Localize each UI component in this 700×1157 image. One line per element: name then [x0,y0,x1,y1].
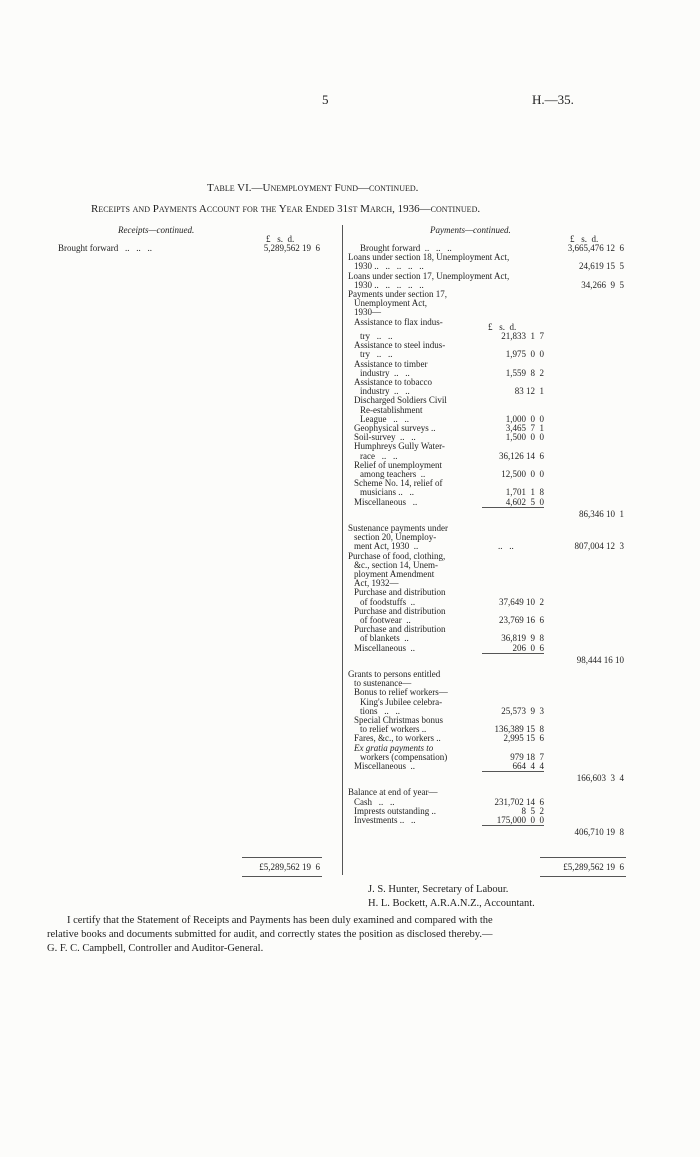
payments-sub-currency-header: £ s. d. [488,322,517,332]
payment-line-text: Soil-survey .. .. [354,432,416,443]
payment-line-leader: .. .. [498,541,514,552]
payments-total-rule-top [540,857,626,858]
payment-line-text: Miscellaneous .. [354,496,418,507]
payment-line-text: Cash .. .. [354,796,395,807]
payment-total-amount: 807,004 12 3 [574,541,624,552]
payment-total-amount: 3,665,476 12 6 [567,243,624,253]
payment-line-text: Miscellaneous .. [354,642,415,653]
column-divider [342,225,343,875]
payments-total-rule-bottom [540,876,626,877]
payment-line-text: Loans under section 18, Unemployment Act, [348,252,510,263]
payment-total-amount: 24,619 15 5 [579,261,624,272]
payment-sub-amount: 231,702 14 6 [494,796,544,807]
payment-line-text: Grants to persons entitled [348,669,441,679]
payment-line-text: Assistance to flax indus- [354,316,443,327]
payment-line-text: section 20, Unemploy- [354,532,437,543]
payments-header: Payments—continued. [430,225,511,235]
payment-sub-amount: 1,559 8 2 [505,367,544,378]
payment-line-text: try .. .. [360,331,393,341]
payment-line-text: League .. .. [360,413,409,424]
payment-sub-amount: 21,833 1 7 [501,331,544,341]
receipts-header: Receipts—continued. [118,225,195,235]
payment-line-text: Special Christmas bonus [354,715,443,725]
payment-line-text: Assistance to steel indus- [354,340,446,351]
payment-sub-amount: 136,389 15 8 [494,724,544,735]
certification-line-3: G. F. C. Campbell, Controller and Auditor-General. [47,943,264,954]
payment-line-text: musicians .. .. [360,487,414,498]
receipts-brought-forward-label: Brought forward .. .. .. [58,243,152,253]
payment-line-text: Purchase and distribution [354,624,446,635]
payment-sub-amount: 175,000 0 0 [496,815,544,825]
payment-line-text: Relief of unemployment [354,459,442,470]
payment-subtotal-rule [482,507,544,508]
payment-line-text: workers (compensation) [360,751,448,762]
payment-line-text: ment Act, 1930 .. [354,541,419,552]
payment-line-text: Miscellaneous .. [354,761,415,771]
payment-sub-amount: 206 0 6 [512,642,544,653]
payment-line-text: Act, 1932— [354,578,399,589]
payment-line-text: &c., section 14, Unem- [354,559,438,570]
payment-total-amount: 34,266 9 5 [581,279,624,290]
payment-line-text: Re-establishment [360,404,423,415]
payment-line-text: Discharged Soldiers Civil [354,395,447,406]
receipts-total-rule-bottom [242,876,322,877]
payment-line-text: of blankets .. [360,633,409,644]
signature-secretary: J. S. Hunter, Secretary of Labour. [368,884,509,895]
payment-line-text: Imprests outstanding .. [354,805,436,816]
payment-line-text: tions .. .. [360,705,401,716]
page-code: H.—35. [532,92,574,107]
payment-sub-amount: 83 12 1 [514,386,544,397]
payment-line-text: industry .. .. [360,386,410,397]
payment-line-text: Balance at end of year— [348,787,438,798]
payment-line-text: Assistance to tobacco [354,377,432,387]
payment-line-text: Purchase and distribution [354,587,446,598]
payment-line-text: to relief workers .. [360,724,427,735]
payment-sub-amount: 12,500 0 0 [501,469,544,479]
payment-line-text: Brought forward .. .. .. [360,243,452,253]
payment-line-text: Assistance to timber [354,358,428,369]
payment-sub-amount: 25,573 9 3 [501,705,544,716]
payment-total-amount: 98,444 16 10 [576,654,624,665]
payment-sub-amount: 8 5 2 [521,805,544,816]
payment-sub-amount: 36,819 9 8 [501,633,544,644]
payment-line-text: ployment Amendment [354,569,435,579]
payment-line-text: among teachers .. [360,469,426,479]
payment-line-text: Unemployment Act, [354,298,427,309]
payment-sub-amount: 23,769 16 6 [499,615,544,625]
payment-line-text: Sustenance payments under [348,523,448,533]
payment-line-text: Fares, &c., to workers .. [354,733,441,744]
payment-line-text: Bonus to relief workers— [354,687,448,698]
receipts-currency-header: £ s. d. [266,234,295,244]
certification-line-1: I certify that the Statement of Receipts and Payments has been duly examined and compared with the [67,915,493,926]
payment-sub-amount: 664 4 4 [512,761,544,771]
payment-sub-amount: 4,602 5 0 [505,496,544,507]
payment-sub-amount: 1,975 0 0 [505,349,544,360]
payment-line-text: Purchase and distribution [354,605,446,616]
payment-line-text: Scheme No. 14, relief of [354,478,443,489]
account-title: Receipts and Payments Account for the Year Ended 31st March, 1936—continued. [91,203,481,215]
payment-sub-amount: 37,649 10 2 [499,596,544,607]
payment-subtotal-rule [482,771,544,772]
payment-sub-amount: 3,465 7 1 [505,423,544,433]
payment-line-text: try .. .. [360,349,393,360]
payment-total-amount: 166,603 3 4 [576,773,624,784]
payment-line-text: Payments under section 17, [348,289,447,299]
payment-line-text: of foodstuffs .. [360,596,416,607]
payment-line-text: Humphreys Gully Water- [354,441,445,452]
payment-sub-amount: 1,701 1 8 [505,487,544,498]
payments-total: £5,289,562 19 6 [563,862,624,872]
payment-line-text: race .. .. [360,450,398,461]
payment-line-text: 1930— [354,307,381,318]
signature-accountant: H. L. Bockett, A.R.A.N.Z., Accountant. [368,898,535,909]
payment-sub-amount: 979 18 7 [510,751,544,762]
payment-line-text: to sustenance— [354,678,412,689]
receipts-brought-forward-amount: 5,289,562 19 6 [263,243,320,253]
payment-sub-amount: 1,000 0 0 [505,413,544,424]
payment-line-text: of footwear .. [360,615,411,625]
payment-total-amount: 406,710 19 8 [574,827,624,838]
payment-subtotal-rule [482,825,544,826]
receipts-total: £5,289,562 19 6 [259,862,320,872]
payment-subtotal-rule [482,653,544,654]
payment-sub-amount: 2,995 15 6 [503,733,544,744]
payment-line-text: King's Jubilee celebra- [360,696,443,707]
payment-line-text: Investments .. .. [354,815,416,825]
payment-line-text: Geophysical surveys .. [354,423,436,433]
payment-line-text: Purchase of food, clothing, [348,550,446,561]
payment-line-text: industry .. .. [360,367,410,378]
receipts-total-rule-top [242,857,322,858]
payment-sub-amount: 36,126 14 6 [499,450,544,461]
certification-line-2: relative books and documents submitted for audit, and correctly states the position as disclosed thereby.— [47,929,493,940]
payment-line-text: 1930 .. .. .. .. .. [354,261,424,272]
payment-sub-amount: 1,500 0 0 [505,432,544,443]
payment-line-text: 1930 .. .. .. .. .. [354,279,424,290]
payment-line-text: Ex gratia payments to [354,742,434,753]
payment-total-amount: 86,346 10 1 [579,508,624,519]
page-number: 5 [322,92,329,107]
payments-currency-header: £ s. d. [570,234,599,244]
payment-line-text: Loans under section 17, Unemployment Act, [348,270,510,281]
table-title: Table VI.—Unemployment Fund—continued. [207,182,419,194]
